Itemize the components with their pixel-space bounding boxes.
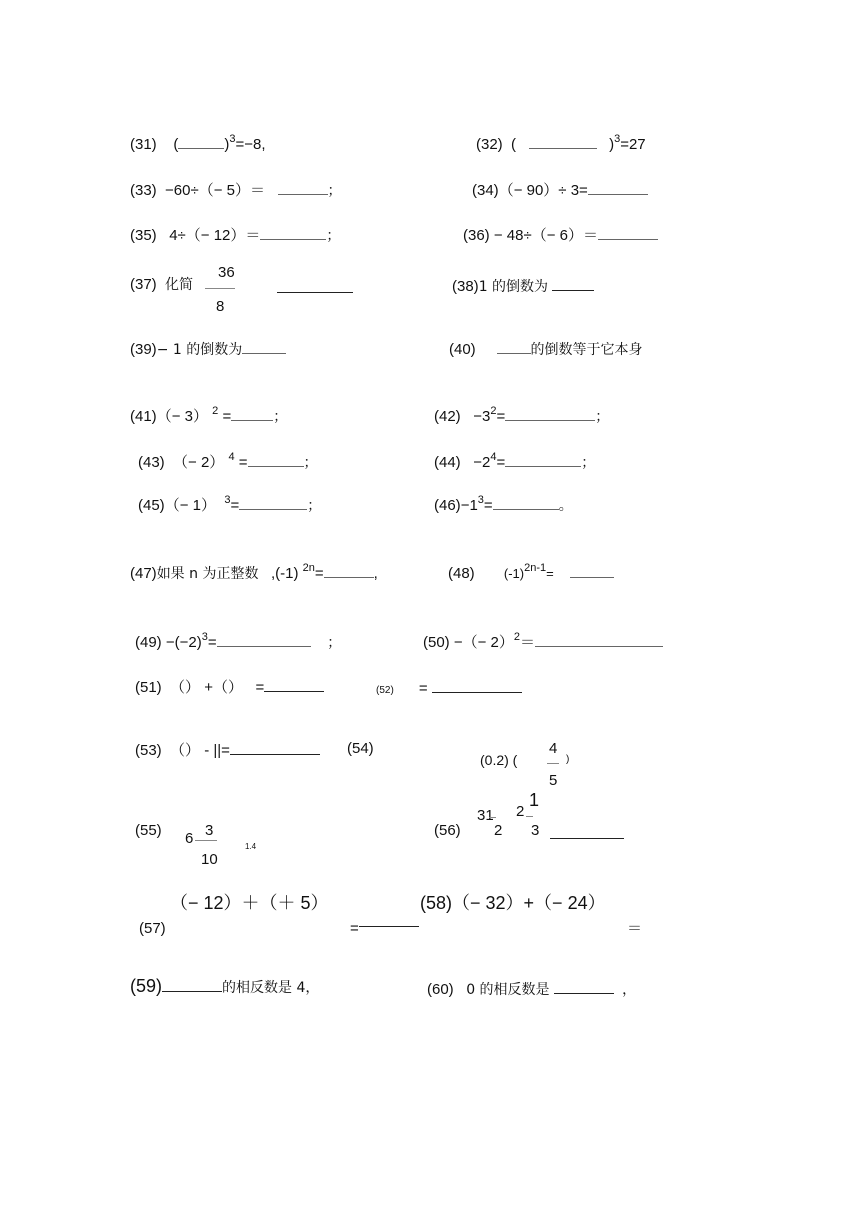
q43-blank[interactable]: [248, 452, 304, 467]
q40: (40) 的倒数等于它本身: [449, 341, 643, 358]
q48-blank[interactable]: [570, 563, 614, 578]
q56-number: (56): [434, 822, 461, 839]
q55-denominator: 10: [201, 851, 218, 868]
q48-number: (48): [448, 565, 475, 582]
q43: (43) （− 2） $^4$ = ；: [138, 451, 318, 471]
q37-number: (37): [130, 276, 157, 293]
q38-number: (38): [452, 278, 479, 295]
q42-number: (42): [434, 408, 461, 425]
q51-number: (51): [135, 679, 162, 696]
q58: (58)（− 32）+（− 24）: [420, 893, 606, 913]
q57-number: (57): [139, 920, 166, 937]
q54-numerator: 4: [549, 740, 558, 757]
q52-number: (52): [376, 685, 394, 696]
q46-number: (46): [434, 497, 461, 514]
q55-numerator: 3: [205, 822, 214, 839]
q42-blank[interactable]: [505, 406, 595, 421]
q45: (45)（− 1） $^3$= ；: [138, 494, 322, 514]
q36: (36) − 48÷（− 6）＝: [463, 225, 658, 245]
q41: (41)（− 3） $^2$ = ；: [130, 405, 288, 425]
q37: (37) 化简: [130, 276, 194, 293]
q50-blank[interactable]: [535, 632, 663, 647]
q40-blank[interactable]: [497, 339, 531, 354]
q54-left: (0.2) (: [480, 752, 518, 768]
q34: (34)（− 90）÷ 3=: [472, 180, 648, 200]
q57-expr: （− 12）＋（＋ 5）: [170, 893, 329, 913]
q44: (44) $-2^4=$ ；: [434, 451, 596, 471]
q59-blank[interactable]: [162, 977, 222, 992]
q56-blank[interactable]: [550, 838, 624, 839]
q32-blank[interactable]: [529, 134, 597, 149]
q46: $(46)-1^3=$ 。: [434, 494, 573, 514]
q31: (31) ( )$^3$=−8,: [130, 133, 266, 153]
q55-fraction-bar: [195, 840, 217, 841]
q49: $(49) -(-2)^3=$ ；: [135, 631, 342, 651]
q41-number: (41): [130, 408, 157, 425]
q53-blank[interactable]: [230, 740, 320, 755]
q37-numerator: 36: [218, 264, 235, 281]
q38-blank[interactable]: [552, 276, 594, 291]
q34-number: (34): [472, 182, 499, 199]
q31-number: (31): [130, 136, 157, 153]
q44-number: (44): [434, 454, 461, 471]
q50: (50) −（− 2）$^2$＝: [423, 632, 663, 653]
q47-number: (47): [130, 565, 157, 582]
q35-blank[interactable]: [260, 225, 326, 240]
q50-number: (50): [423, 634, 450, 651]
q55-whole: 6: [185, 830, 194, 847]
q59: (59) 的相反数是 4，: [130, 976, 320, 996]
q57-eq: =: [350, 920, 359, 937]
q36-number: (36): [463, 227, 490, 244]
q51-blank[interactable]: [264, 677, 324, 692]
q60-number: (60): [427, 981, 454, 998]
q52: (52) =: [376, 678, 522, 700]
q32-number: (32): [476, 136, 503, 153]
q34-blank[interactable]: [588, 180, 648, 195]
q60-blank[interactable]: [554, 979, 614, 994]
q56-b-bar: [526, 816, 533, 817]
q39: (39)− 1 的倒数为: [130, 339, 286, 359]
q37-blank[interactable]: [277, 292, 353, 293]
q44-blank[interactable]: [505, 452, 581, 467]
q52-blank[interactable]: [432, 678, 522, 693]
q56-b-sup: 1: [529, 790, 540, 810]
q42: (42) $-3^2=$ ；: [434, 405, 610, 425]
q58-number: (58): [420, 893, 453, 913]
q51: (51) （） +（） =: [135, 677, 324, 697]
q57-blank[interactable]: [359, 926, 419, 927]
q40-number: (40): [449, 341, 476, 358]
q47: (47)如果 n 为正整数 ,(-1) $^{2n}$= ,: [130, 562, 378, 582]
q36-blank[interactable]: [598, 225, 658, 240]
q56-a-top: 31: [477, 807, 494, 824]
q35-number: (35): [130, 227, 157, 244]
q35: (35) 4÷（− 12）＝ ；: [130, 227, 341, 244]
q43-number: (43): [138, 454, 165, 471]
q48: (48) $(-1)^{2n-1}=$: [448, 563, 614, 584]
q55-extra: 1.4: [245, 842, 257, 851]
q45-number: (45): [138, 497, 165, 514]
q56-a-bar: [489, 817, 496, 818]
q41-blank[interactable]: [231, 406, 273, 421]
q54-denominator: 5: [549, 772, 558, 789]
q33: (33) −60÷（− 5）＝ ；: [130, 182, 342, 199]
q49-number: (49): [135, 634, 162, 651]
q39-number: (39): [130, 341, 157, 358]
q54-number: (54): [347, 740, 374, 757]
q58-eq: ＝: [627, 920, 643, 937]
q53-number: (53): [135, 742, 162, 759]
q60: (60) 0 的相反数是 ，: [427, 981, 637, 998]
q56-b-top: 2: [516, 803, 525, 820]
q56-b-bottom: 3: [531, 822, 540, 839]
q33-blank[interactable]: [278, 180, 328, 195]
q32: (32) ( )$^3$=27: [476, 133, 646, 153]
q54-fraction-bar: [547, 763, 559, 764]
q49-blank[interactable]: [217, 632, 311, 647]
q38: (38)1 的倒数为: [452, 276, 594, 296]
q46-blank[interactable]: [493, 495, 559, 510]
q54-right: ): [566, 754, 570, 765]
q45-blank[interactable]: [239, 495, 307, 510]
q33-number: (33): [130, 182, 157, 199]
q31-blank[interactable]: [178, 134, 224, 149]
q56-a-bottom: 2: [494, 822, 503, 839]
q47-blank[interactable]: [324, 563, 374, 578]
q59-number: (59): [130, 976, 163, 996]
q37-fraction-bar: [205, 288, 235, 289]
q55-number: (55): [135, 822, 162, 839]
q39-blank[interactable]: [242, 339, 286, 354]
q53: (53) （） - ||=: [135, 740, 320, 760]
q37-denominator: 8: [216, 298, 225, 315]
